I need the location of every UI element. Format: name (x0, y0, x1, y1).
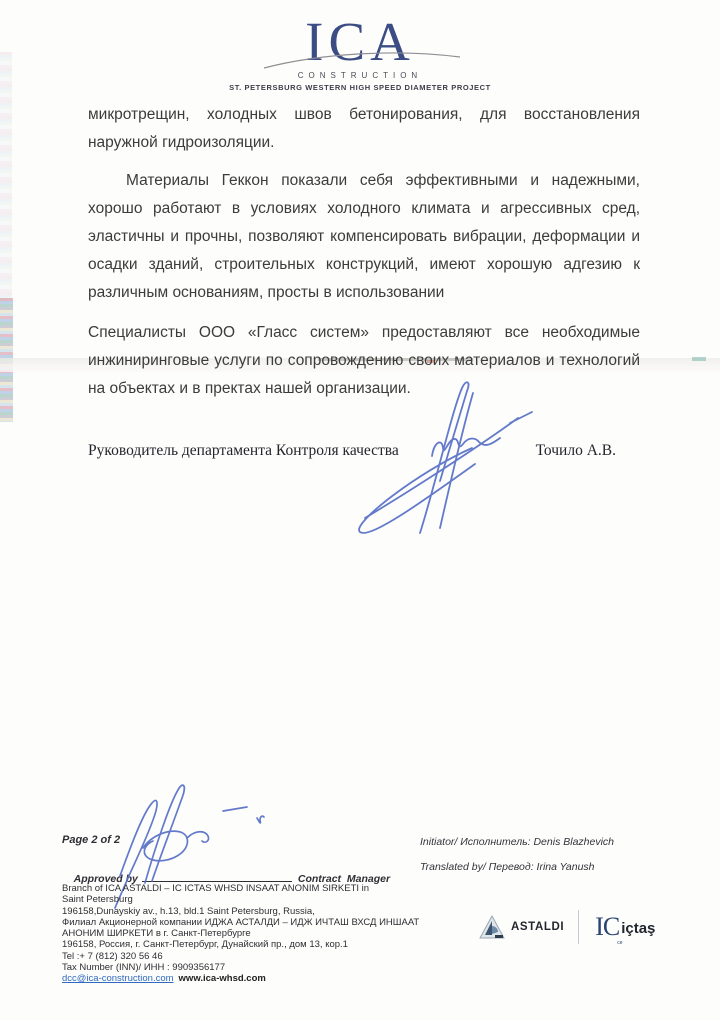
address-line: Tax Number (INN)/ ИНН : 9909356177 (62, 962, 226, 974)
letter-body (88, 101, 640, 403)
address-line: Saint Petersburg (62, 894, 133, 906)
translated-line: Translated by/ Перевод: Irina Yanush (420, 861, 595, 873)
ictas-logo (595, 912, 656, 946)
address-block (62, 883, 419, 985)
ictas-ic-text: IC (595, 912, 620, 941)
astaldi-logo (479, 915, 564, 939)
address-line: 196158,Dunayskiy av., h.13, bld.1 Saint Petersburg, Russia, (62, 905, 315, 917)
website-text: www.ica-whsd.com (178, 973, 266, 985)
address-line: Tel :+ 7 (812) 320 56 46 (62, 950, 163, 962)
address-line: Филиал Акционерной компании ИДЖА АСТАЛДИ – ИДЖ ИЧТАШ ВХСД ИНШААТ (62, 916, 420, 928)
construction-label: CONSTRUCTION (297, 71, 423, 80)
contact-line (62, 973, 419, 984)
ictas-name-text: içtaş (621, 920, 656, 937)
paragraph-1: микротрещин, холодных швов бетонирования, для восстановления наружной гидроизоляции. (88, 106, 640, 151)
main-signature-icon (340, 376, 540, 536)
logo-arc-icon (262, 46, 462, 70)
initiator-block (420, 836, 614, 886)
initiator-line: Initiator/ Исполнитель: Denis Blazhevich (420, 836, 615, 848)
ictas-ce-mark: ce (617, 940, 623, 946)
address-line: АНОНИМ ШИРКЕТИ в г. Санкт-Петербурге (62, 928, 251, 940)
scan-speck (692, 357, 706, 361)
signatory-title: Руководитель департамента Контроля качества (88, 442, 399, 459)
approved-by-label: Approved by (73, 873, 138, 885)
address-line: Branch of ICA ASTALDI – IC ICTAS WHSD INSAAT ANONIM SIRKETI in (62, 883, 370, 894)
paragraph-3: Специалисты ООО «Гласс систем» предоставляют все необходимые инжиниринговые услуги по сопровождению своих материалов и технологий на объектах и в пректах нашей организации. (88, 324, 640, 397)
project-label: ST. PETERSBURG WESTERN HIGH SPEED DIAMETER PROJECT (229, 83, 491, 92)
page-number: Page 2 of 2 (62, 834, 121, 846)
address-line: 196158, Россия, г. Санкт-Петербург, Дунайский пр., дом 13, кор.1 (62, 939, 348, 951)
astaldi-label: ASTALDI (511, 921, 565, 933)
paragraph-2: Материалы Геккон показали себя эффективными и надежными, хорошо работают в условиях холодного климата и агрессивных сред, эластичны и прочны, позволяют компенсировать вибрации, деформации и осадки зданий, строительных конструкций, имеют хорошую адгезию к различным основаниям, просты в использовании (88, 172, 640, 301)
contract-manager-label: Contract Manager (297, 873, 391, 885)
signatory-name: Точило А.В. (535, 442, 616, 459)
logos-divider (578, 910, 579, 944)
astaldi-triangle-icon (479, 915, 505, 939)
partner-logos (479, 906, 655, 948)
ica-logo-text: ICA (305, 11, 415, 72)
email-link[interactable]: dcc@ica-construction.com (62, 973, 174, 985)
